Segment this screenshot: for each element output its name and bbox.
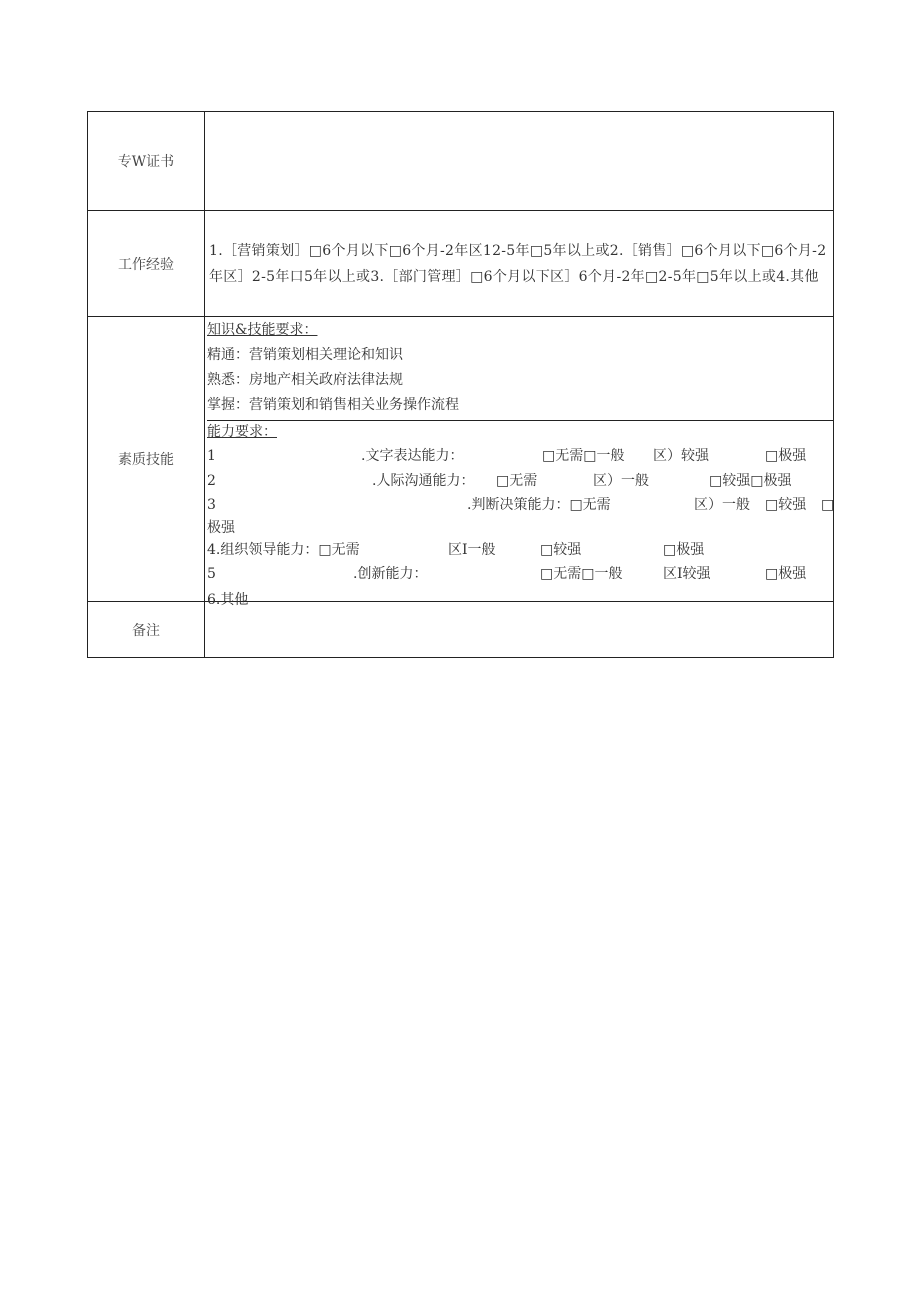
- knowledge-item: 熟悉：房地产相关政府法律法规: [207, 372, 403, 388]
- experience-content: [205, 211, 834, 317]
- knowledge-item: 掌握：营销策划和销售相关业务操作流程: [207, 397, 459, 413]
- ability-num: 2: [207, 472, 216, 489]
- ability-name: .文字表达能力：: [361, 448, 464, 464]
- ability-opt: □较强□极强: [709, 472, 792, 489]
- experience-row: [88, 211, 834, 317]
- ability-header: 能力要求：: [207, 424, 277, 440]
- knowledge-item: 精通：营销策划相关理论和知识: [207, 347, 403, 363]
- notes-content: [205, 602, 834, 658]
- ability-opt: □无需: [496, 472, 538, 489]
- knowledge-header: 知识&技能要求：: [207, 322, 318, 338]
- ability-num: 3: [207, 497, 216, 513]
- skills-content: [205, 317, 835, 608]
- cert-label: 专W证书: [88, 112, 205, 211]
- notes-label: 备注: [88, 602, 205, 658]
- ability-opt: 区I较强: [663, 566, 711, 582]
- ability-row: [207, 493, 833, 518]
- cert-row: [88, 112, 834, 211]
- position-form-table: [87, 111, 834, 658]
- experience-label: 工作经验: [88, 211, 205, 317]
- ability-opt: □较强: [540, 541, 582, 558]
- ability-opt: □较强: [765, 497, 807, 513]
- ability-row-clipped: [207, 587, 833, 608]
- ability-section: [207, 421, 835, 608]
- ability-opt: 区）较强: [653, 448, 709, 464]
- ability-opt: □无需□一般: [542, 448, 625, 464]
- ability-name: .创新能力：: [353, 566, 428, 582]
- experience-text: 1.［营销策划］□6个月以下□6个月-2年区12-5年□5年以上或2.［销售］□6个月以下□6个月-2年区］2-5年口5年以上或3.［部门管理］□6个月以下区］6个月-2年□2-5年□5年以上或4.其他: [209, 242, 827, 285]
- skills-label: 素质技能: [88, 317, 205, 602]
- ability-row: [207, 562, 833, 587]
- ability-opt: 区）一般: [694, 497, 750, 513]
- ability-opt: □无需□一般: [540, 566, 623, 582]
- ability-opt: □极强: [663, 541, 705, 558]
- ability-num: 1: [207, 448, 216, 464]
- ability-num: 5: [207, 566, 216, 582]
- ability-opt: 区I一般: [448, 541, 496, 558]
- ability-opt: □: [821, 497, 835, 513]
- notes-row: [88, 602, 834, 658]
- ability-num: 4.组织领导能力：□无需: [207, 541, 360, 558]
- knowledge-section: [207, 317, 833, 421]
- skills-row: [88, 317, 834, 602]
- ability-wrap-text: 极强: [207, 519, 235, 536]
- ability-row: [207, 469, 833, 494]
- ability-opt: □极强: [765, 448, 807, 464]
- ability-name: .判断决策能力：□无需: [467, 497, 611, 513]
- ability-name: .人际沟通能力：: [372, 472, 475, 489]
- ability-row-wrap: [207, 518, 833, 538]
- ability-opt: □极强: [765, 566, 807, 582]
- ability-num: 6.其他: [207, 591, 249, 608]
- cert-content: [205, 112, 834, 211]
- ability-opt: 区）一般: [593, 472, 649, 489]
- ability-row: [207, 538, 833, 563]
- ability-row: [207, 444, 833, 469]
